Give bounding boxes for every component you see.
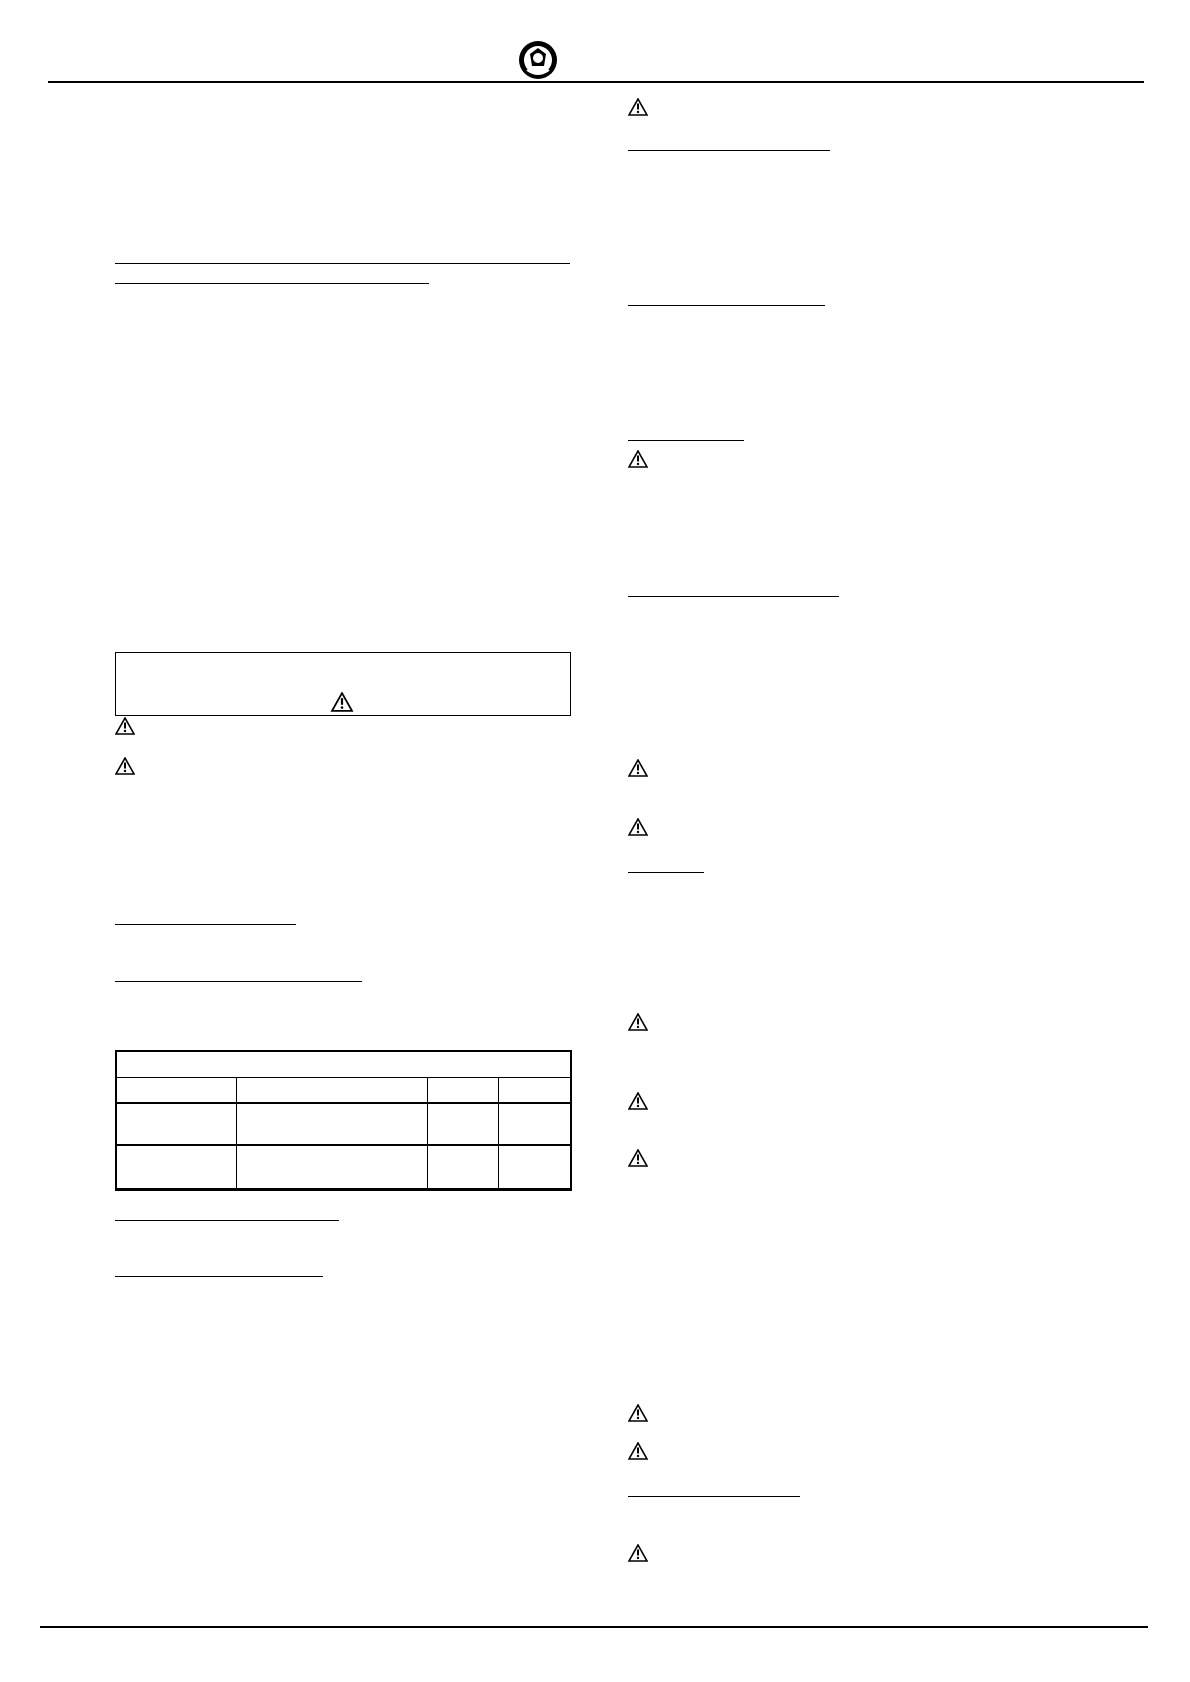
table-cell bbox=[236, 1103, 427, 1145]
warning-triangle-icon bbox=[628, 450, 648, 468]
table-cell bbox=[236, 1077, 427, 1103]
section-heading-underline bbox=[115, 1220, 339, 1221]
footer-rule bbox=[40, 1626, 1148, 1628]
section-heading-underline bbox=[115, 1276, 323, 1277]
section-heading-underline bbox=[115, 263, 570, 264]
section-heading-underline bbox=[115, 283, 429, 284]
warning-triangle-icon bbox=[628, 1149, 648, 1167]
table-cell bbox=[498, 1103, 571, 1145]
header-rule bbox=[48, 81, 1144, 83]
warning-triangle-icon bbox=[628, 759, 648, 777]
section-heading-underline bbox=[628, 440, 744, 441]
table-cell bbox=[427, 1145, 498, 1189]
warning-triangle-icon bbox=[115, 757, 135, 775]
recycle-emblem-icon bbox=[518, 40, 558, 80]
warning-triangle-icon bbox=[628, 1092, 648, 1110]
section-heading-underline bbox=[628, 872, 704, 873]
section-heading-underline bbox=[628, 150, 830, 151]
table-cell bbox=[498, 1077, 571, 1103]
warning-triangle-icon bbox=[628, 1404, 648, 1422]
warning-notice-box bbox=[115, 652, 571, 716]
table-row bbox=[116, 1103, 571, 1145]
table-cell bbox=[116, 1145, 236, 1189]
section-heading-underline bbox=[628, 305, 825, 306]
table-row bbox=[116, 1145, 571, 1189]
warning-triangle-icon bbox=[628, 98, 648, 116]
spec-table bbox=[115, 1050, 572, 1191]
warning-triangle-icon bbox=[115, 717, 135, 735]
section-heading-underline bbox=[628, 1496, 800, 1497]
warning-triangle-icon bbox=[628, 818, 648, 836]
warning-triangle-icon bbox=[628, 1544, 648, 1562]
section-heading-underline bbox=[628, 596, 839, 597]
table-title-row bbox=[116, 1051, 571, 1077]
table-cell bbox=[498, 1145, 571, 1189]
section-heading-underline bbox=[115, 981, 362, 982]
table-cell bbox=[427, 1103, 498, 1145]
table-cell bbox=[427, 1077, 498, 1103]
table-cell bbox=[116, 1103, 236, 1145]
warning-triangle-icon bbox=[628, 1013, 648, 1031]
section-heading-underline bbox=[115, 924, 296, 925]
warning-triangle-icon bbox=[628, 1442, 648, 1460]
table-cell bbox=[116, 1077, 236, 1103]
table-cell bbox=[236, 1145, 427, 1189]
warning-triangle-icon bbox=[330, 692, 354, 712]
table-header-row bbox=[116, 1077, 571, 1103]
table-title-cell bbox=[116, 1051, 571, 1077]
